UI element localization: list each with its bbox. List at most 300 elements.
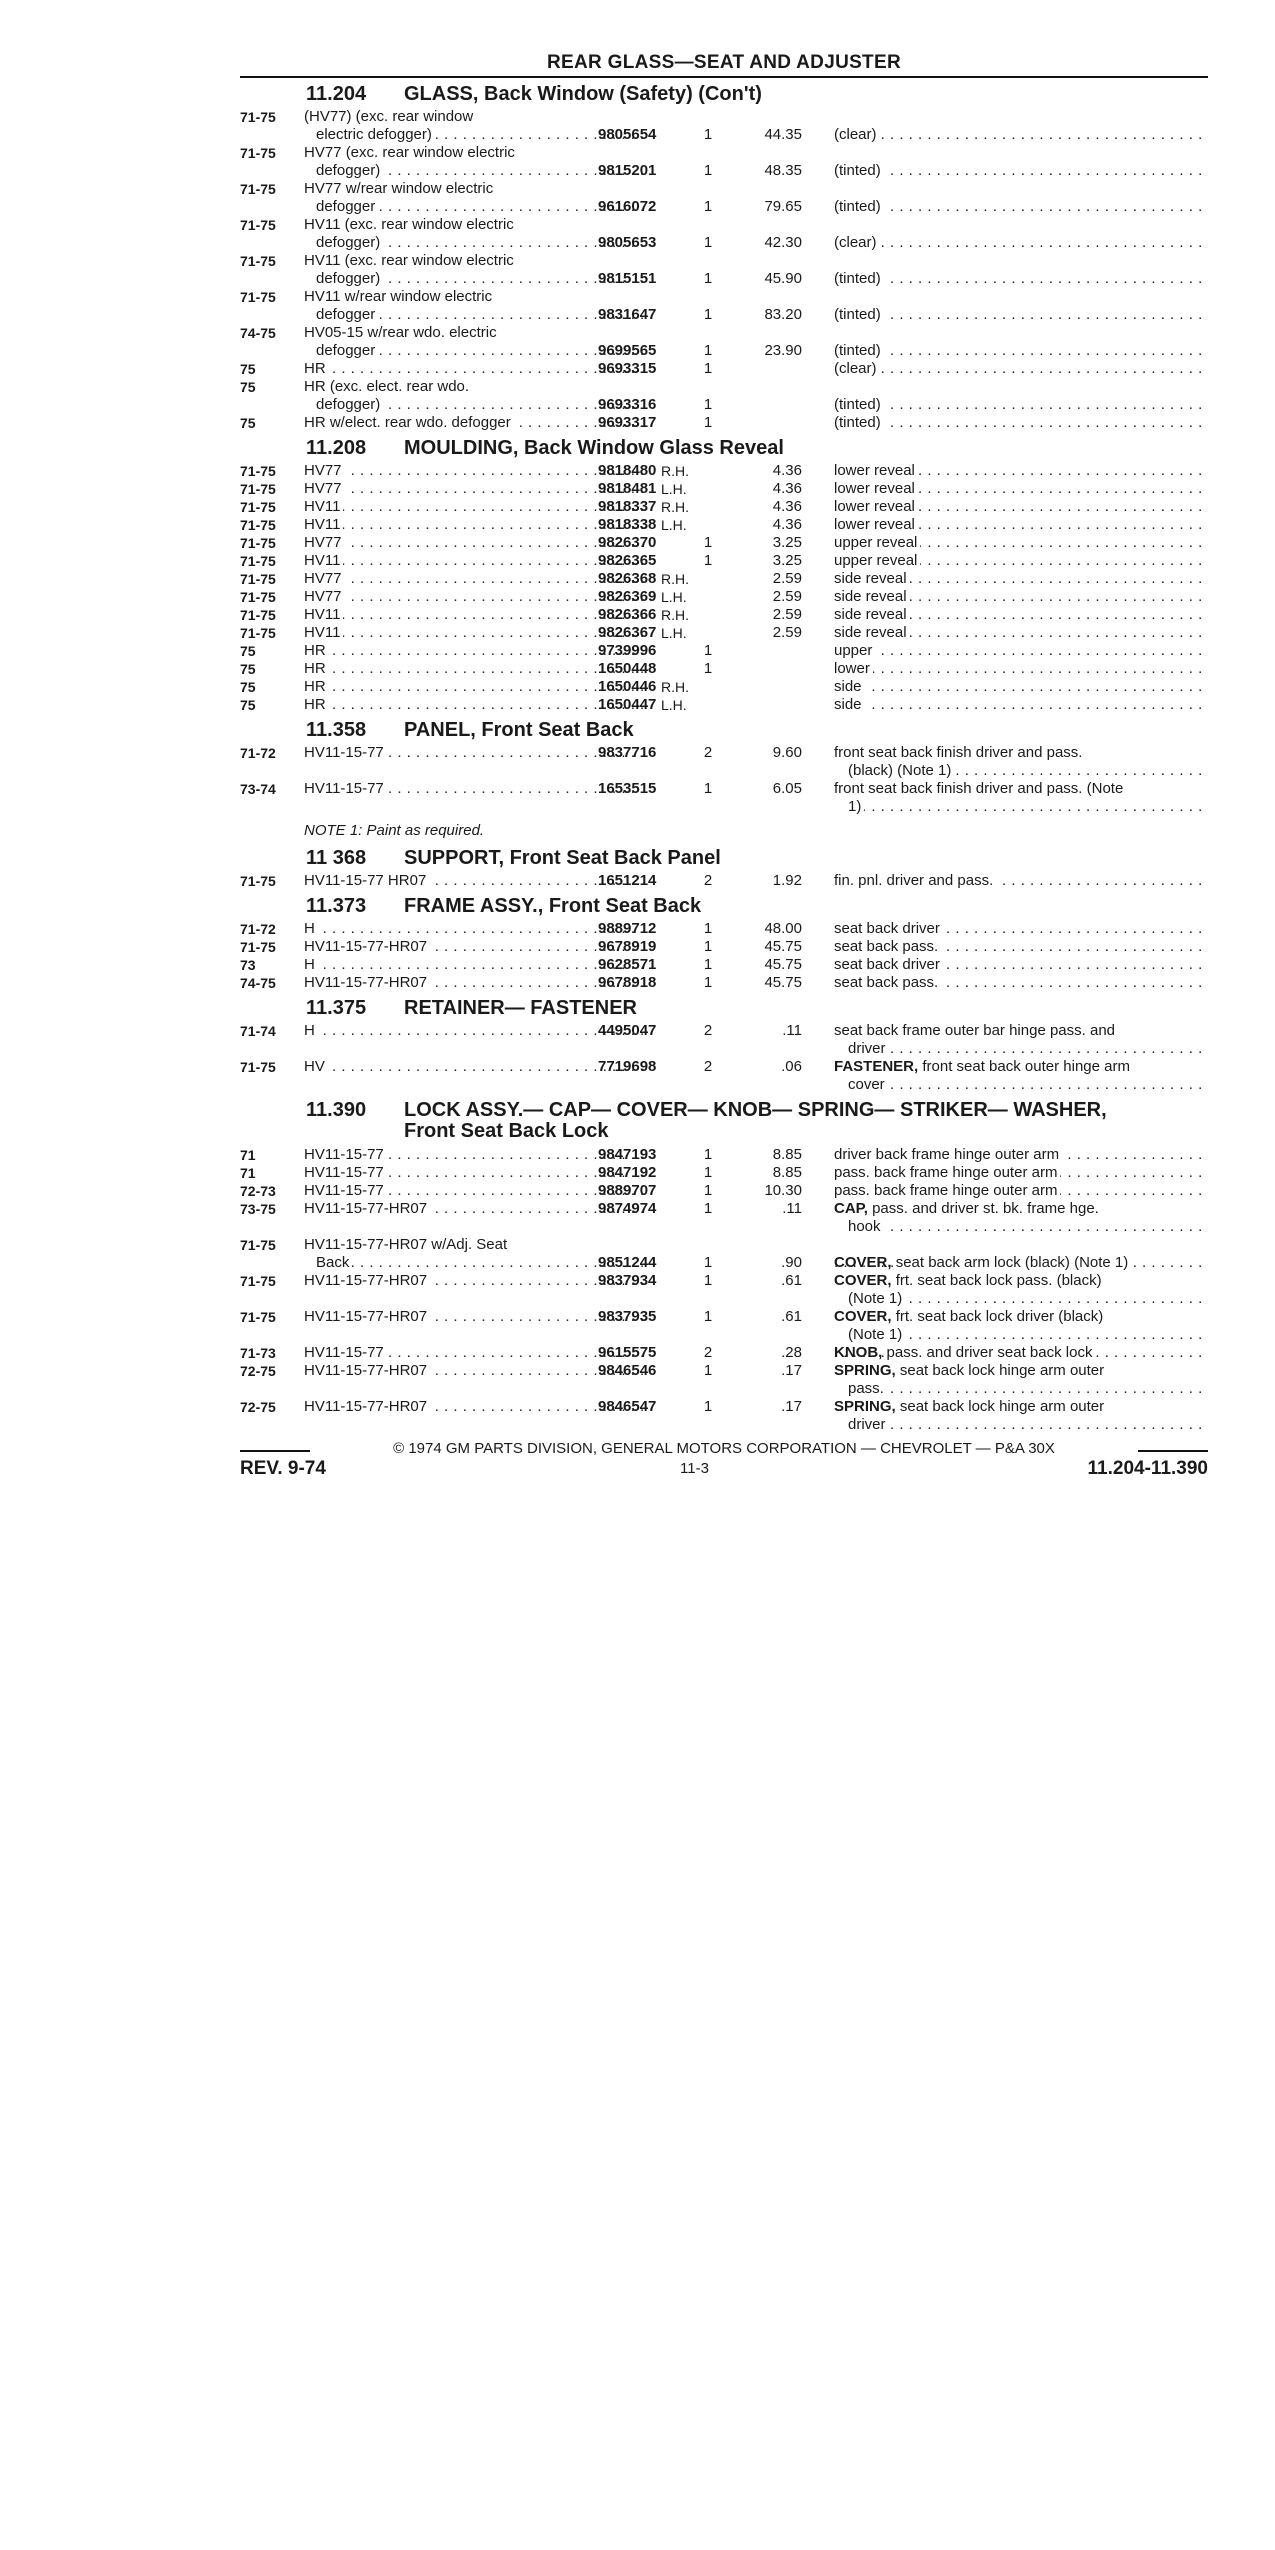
part-name	[834, 872, 1208, 890]
part-name	[834, 1272, 1208, 1290]
model-years: 71-75	[240, 145, 276, 161]
model-description	[304, 534, 644, 552]
part-name-cont	[834, 1416, 1208, 1434]
footer-copyright: © 1974 GM PARTS DIVISION, GENERAL MOTORS CORPORATION — CHEVROLET — P&A 30X	[393, 1440, 1055, 1457]
part-name-text: lower	[834, 660, 873, 677]
price: 4.36	[772, 498, 802, 515]
model-description	[304, 1146, 644, 1164]
part-name-bold: SPRING,	[834, 1362, 896, 1379]
part-row	[240, 1022, 1208, 1040]
section-header	[240, 432, 1208, 458]
model-years: 71-75	[240, 1309, 276, 1325]
model-description-text: HV11-15-77	[304, 780, 387, 797]
part-number: 4495047	[598, 1022, 657, 1039]
part-row	[240, 744, 1208, 762]
part-row	[240, 414, 1208, 432]
part-name-text: fin. pnl. driver and pass.	[834, 872, 996, 889]
model-description-text: HV77	[304, 588, 345, 605]
part-number: 9678918	[598, 974, 657, 991]
model-years: 71-75	[240, 607, 276, 623]
part-name-bold: SPRING,	[834, 1398, 896, 1415]
part-row-continued	[240, 270, 1208, 288]
part-row	[240, 780, 1208, 798]
section-note	[240, 816, 1208, 842]
part-number: 9826370	[598, 534, 657, 551]
price: .11	[782, 1200, 802, 1217]
model-description-cont-text: defogger)	[304, 270, 383, 287]
model-description	[304, 938, 644, 956]
part-name-text: front seat back finish driver and pass.	[834, 744, 1085, 761]
price: 2.59	[772, 606, 802, 623]
part-name-text: side	[834, 678, 865, 695]
part-name-bold: COVER,	[834, 1254, 892, 1271]
part-number: 9874974	[598, 1200, 657, 1217]
part-name	[834, 306, 1208, 324]
model-description-text: HV11-15-77-HR07	[304, 1398, 430, 1415]
part-name-text: (tinted)	[834, 414, 884, 431]
part-name	[834, 1362, 1208, 1380]
part-row	[240, 624, 1208, 642]
model-years: 71-75	[240, 289, 276, 305]
section-title: LOCK ASSY.— CAP— COVER— KNOB— SPRING— STRIKER— WASHER,	[404, 1099, 1107, 1121]
model-description-text: HR (exc. elect. rear wdo.	[304, 378, 472, 395]
model-description-text: HV11	[304, 498, 343, 515]
part-name	[834, 1058, 1208, 1076]
quantity: 1	[703, 126, 713, 143]
part-row	[240, 1398, 1208, 1416]
model-description-text: HV11-15-77-HR07	[304, 1362, 430, 1379]
side-indicator: L.H.	[661, 697, 687, 713]
price: .17	[781, 1362, 802, 1379]
model-years: 71-72	[240, 921, 276, 937]
part-name	[834, 234, 1208, 252]
price: .06	[781, 1058, 802, 1075]
quantity: 1	[703, 956, 713, 973]
model-description	[304, 780, 644, 798]
model-description	[304, 1182, 644, 1200]
part-number: 9818338	[598, 516, 657, 533]
part-name-text: upper reveal	[834, 534, 920, 551]
part-name-text: (clear)	[834, 360, 880, 377]
part-name-text: (tinted)	[834, 162, 884, 179]
part-name-cont-text: cover	[834, 1076, 888, 1093]
part-name	[834, 1254, 1208, 1272]
part-number: 1650447	[598, 696, 657, 713]
model-description	[304, 570, 644, 588]
part-row-continued	[240, 1416, 1208, 1434]
section-header	[240, 890, 1208, 916]
section-header	[240, 992, 1208, 1018]
model-description-text: HV77	[304, 534, 345, 551]
model-description-text: HR	[304, 660, 329, 677]
part-row-continued	[240, 162, 1208, 180]
model-years: 71-75	[240, 939, 276, 955]
quantity: 2	[703, 1344, 713, 1361]
model-description-text: (HV77) (exc. rear window	[304, 108, 476, 125]
part-row	[240, 696, 1208, 714]
part-name-bold: FASTENER,	[834, 1058, 919, 1075]
part-number: 9846546	[598, 1362, 657, 1379]
part-name	[834, 1308, 1208, 1326]
side-indicator: R.H.	[661, 463, 689, 479]
model-description-cont	[304, 1254, 644, 1272]
model-description	[304, 360, 644, 378]
price: 23.90	[764, 342, 802, 359]
price: 45.90	[764, 270, 802, 287]
model-years: 75	[240, 379, 256, 395]
part-name-cont-text: driver	[834, 1040, 889, 1057]
part-name-text: seat back driver	[834, 920, 943, 937]
part-number: 9615575	[598, 1344, 657, 1361]
section-number: 11.390	[306, 1099, 367, 1121]
model-description-cont-text: Back	[304, 1254, 352, 1271]
part-name-text: (tinted)	[834, 342, 884, 359]
price: 2.59	[772, 588, 802, 605]
model-years: 71-75	[240, 253, 276, 269]
part-row-continued	[240, 798, 1208, 816]
page-title: REAR GLASS—SEAT AND ADJUSTER	[547, 52, 901, 73]
part-row	[240, 938, 1208, 956]
model-years: 75	[240, 643, 256, 659]
quantity: 1	[703, 974, 713, 991]
model-years: 75	[240, 415, 256, 431]
part-row	[240, 462, 1208, 480]
part-name-text: (tinted)	[834, 198, 884, 215]
model-years: 71-75	[240, 1237, 276, 1253]
model-description-text: HR	[304, 642, 329, 659]
quantity: 2	[703, 744, 713, 761]
part-name	[834, 1344, 1208, 1362]
price: 4.36	[772, 516, 802, 533]
section-number: 11.373	[306, 895, 367, 917]
model-description-text: H	[304, 956, 318, 973]
section-header	[240, 78, 1208, 104]
model-years: 71-75	[240, 1059, 276, 1075]
part-name	[834, 480, 1208, 498]
model-description	[304, 974, 644, 992]
model-description	[304, 1164, 644, 1182]
part-row-continued	[240, 198, 1208, 216]
quantity: 1	[703, 1182, 713, 1199]
part-name	[834, 516, 1208, 534]
part-name-text: lower reveal	[834, 462, 918, 479]
model-description	[304, 696, 644, 714]
part-number: 9693316	[598, 396, 657, 413]
part-row	[240, 570, 1208, 588]
part-number: 7719698	[598, 1058, 657, 1075]
part-name-text: lower reveal	[834, 516, 918, 533]
model-description-cont-text: defogger)	[304, 396, 383, 413]
part-name	[834, 920, 1208, 938]
page-number: 11-3	[680, 1460, 709, 1477]
part-row-continued	[240, 126, 1208, 144]
part-row	[240, 1308, 1208, 1326]
model-years: 72-75	[240, 1399, 276, 1415]
price: 8.85	[772, 1146, 802, 1163]
model-description-cont	[304, 234, 644, 252]
model-description-text: HV77 (exc. rear window electric	[304, 144, 518, 161]
model-years: 71-75	[240, 481, 276, 497]
model-description	[304, 606, 644, 624]
model-description	[304, 624, 644, 642]
part-row-continued	[240, 342, 1208, 360]
model-years: 75	[240, 361, 256, 377]
part-row	[240, 974, 1208, 992]
model-description-cont	[304, 270, 644, 288]
model-description-cont-text: defogger	[304, 342, 378, 359]
section-title: FRAME ASSY., Front Seat Back	[404, 895, 702, 917]
part-name-text: seat back pass.	[834, 974, 941, 991]
model-years: 72-73	[240, 1183, 276, 1199]
part-number: 9889707	[598, 1182, 657, 1199]
model-description-cont-text: defogger)	[304, 234, 383, 251]
part-name	[834, 938, 1208, 956]
part-row-continued	[240, 234, 1208, 252]
section-subtitle: Front Seat Back Lock	[404, 1120, 609, 1142]
part-row-continued	[240, 396, 1208, 414]
part-name-text: pass. and driver seat back lock	[887, 1344, 1096, 1361]
price: 4.36	[772, 462, 802, 479]
part-number: 9826367	[598, 624, 657, 641]
model-years: 73-74	[240, 781, 276, 797]
model-description-cont-text: defogger	[304, 306, 378, 323]
model-years: 71-75	[240, 625, 276, 641]
model-description	[304, 1308, 644, 1326]
part-row	[240, 534, 1208, 552]
section-number: 11.358	[306, 719, 367, 741]
catalog-page	[240, 52, 1208, 1488]
part-number: 9826369	[598, 588, 657, 605]
model-description-text: HV11-15-77-HR07	[304, 938, 430, 955]
model-description-cont-text: defogger)	[304, 162, 383, 179]
part-number: 9628571	[598, 956, 657, 973]
model-description	[304, 108, 644, 126]
model-description-text: HV11	[304, 624, 343, 641]
part-name-text: seat back lock hinge arm outer	[900, 1398, 1107, 1415]
sections-container	[240, 78, 1208, 1434]
part-name-cont-text: driver	[834, 1416, 889, 1433]
part-name	[834, 1022, 1208, 1040]
model-description	[304, 324, 644, 342]
side-indicator: L.H.	[661, 625, 687, 641]
quantity: 1	[703, 162, 713, 179]
part-number: 9847193	[598, 1146, 657, 1163]
section-title: GLASS, Back Window (Safety) (Con't)	[404, 83, 762, 105]
part-name	[834, 396, 1208, 414]
model-description	[304, 642, 644, 660]
model-description-cont	[304, 126, 644, 144]
quantity: 1	[703, 414, 713, 431]
model-years: 71-75	[240, 517, 276, 533]
part-name-bold: COVER,	[834, 1272, 892, 1289]
part-name	[834, 1398, 1208, 1416]
part-name	[834, 1146, 1208, 1164]
part-row	[240, 1272, 1208, 1290]
price: 6.05	[772, 780, 802, 797]
model-description	[304, 1344, 644, 1362]
part-name	[834, 198, 1208, 216]
price: 3.25	[772, 534, 802, 551]
part-name-cont-text: (black) (Note 1)	[834, 762, 954, 779]
part-name-text: seat back pass.	[834, 938, 941, 955]
part-row-continued	[240, 1040, 1208, 1058]
side-indicator: R.H.	[661, 607, 689, 623]
model-years: 73-75	[240, 1201, 276, 1217]
part-name-text: seat back arm lock (black) (Note 1)	[896, 1254, 1132, 1271]
model-description-text: HR w/elect. rear wdo. defogger	[304, 414, 514, 431]
model-description-text: HV11-15-77	[304, 1182, 387, 1199]
price: .61	[781, 1308, 802, 1325]
model-description-text: HV11-15-77 HR07	[304, 872, 429, 889]
price: 3.25	[772, 552, 802, 569]
model-years: 71-75	[240, 109, 276, 125]
part-row	[240, 144, 1208, 162]
part-row	[240, 180, 1208, 198]
part-row-continued	[240, 306, 1208, 324]
part-row-continued	[240, 762, 1208, 780]
part-number: 9815151	[598, 270, 657, 287]
price: 4.36	[772, 480, 802, 497]
part-number: 9837716	[598, 744, 657, 761]
part-row-continued	[240, 1218, 1208, 1236]
part-number: 9889712	[598, 920, 657, 937]
part-name-cont-text: (Note 1)	[834, 1326, 905, 1343]
part-name-cont	[834, 1218, 1208, 1236]
part-name	[834, 342, 1208, 360]
model-years: 71-72	[240, 745, 276, 761]
part-name-cont-text: hook	[834, 1218, 884, 1235]
model-description-text: HV77	[304, 570, 345, 587]
part-name	[834, 552, 1208, 570]
part-name	[834, 588, 1208, 606]
part-row	[240, 1164, 1208, 1182]
price: .90	[781, 1254, 802, 1271]
part-row	[240, 360, 1208, 378]
part-name-text: front seat back outer hinge arm	[922, 1058, 1133, 1075]
part-number: 9815201	[598, 162, 657, 179]
part-number: 9699565	[598, 342, 657, 359]
quantity: 1	[703, 198, 713, 215]
part-number: 9805653	[598, 234, 657, 251]
price: 45.75	[764, 938, 802, 955]
part-name	[834, 1200, 1208, 1218]
quantity: 1	[703, 938, 713, 955]
part-number: 9693315	[598, 360, 657, 377]
part-row	[240, 872, 1208, 890]
model-description-cont	[304, 306, 644, 324]
section-range: 11.204-11.390	[1087, 1458, 1208, 1479]
section-header	[240, 1094, 1208, 1142]
model-years: 72-75	[240, 1363, 276, 1379]
model-description	[304, 144, 644, 162]
model-years: 71	[240, 1165, 256, 1181]
price: 48.35	[764, 162, 802, 179]
part-row	[240, 378, 1208, 396]
model-years: 71-75	[240, 1273, 276, 1289]
model-years: 71-75	[240, 217, 276, 233]
part-number: 9846547	[598, 1398, 657, 1415]
quantity: 1	[703, 552, 713, 569]
part-number: 9678919	[598, 938, 657, 955]
model-description-text: HV11-15-77-HR07	[304, 1272, 430, 1289]
model-description	[304, 678, 644, 696]
part-row	[240, 660, 1208, 678]
section-number: 11.208	[306, 437, 367, 459]
part-row	[240, 956, 1208, 974]
price: 1.92	[772, 872, 802, 889]
part-row	[240, 606, 1208, 624]
side-indicator: L.H.	[661, 517, 687, 533]
model-description	[304, 744, 644, 762]
price: 79.65	[764, 198, 802, 215]
model-years: 73	[240, 957, 256, 973]
part-name	[834, 606, 1208, 624]
model-description	[304, 1236, 644, 1254]
part-name-text: lower reveal	[834, 480, 918, 497]
model-years: 71-73	[240, 1345, 276, 1361]
quantity: 1	[703, 1398, 713, 1415]
price: .17	[781, 1398, 802, 1415]
part-name	[834, 462, 1208, 480]
model-description-text: HV11-15-77	[304, 1344, 387, 1361]
model-years: 71-75	[240, 181, 276, 197]
part-number: 9831647	[598, 306, 657, 323]
model-description-text: HV11-15-77	[304, 744, 387, 761]
part-number: 9851244	[598, 1254, 657, 1271]
part-name-cont	[834, 1326, 1208, 1344]
quantity: 1	[703, 270, 713, 287]
model-description	[304, 462, 644, 480]
model-description	[304, 480, 644, 498]
part-row	[240, 1146, 1208, 1164]
model-years: 75	[240, 661, 256, 677]
price: 83.20	[764, 306, 802, 323]
section-number: 11 368	[306, 847, 367, 869]
part-row	[240, 552, 1208, 570]
part-name	[834, 162, 1208, 180]
section-number: 11.204	[306, 83, 367, 105]
part-number: 1653515	[598, 780, 657, 797]
model-description	[304, 1398, 644, 1416]
model-years: 71-75	[240, 463, 276, 479]
model-description	[304, 252, 644, 270]
part-name	[834, 1164, 1208, 1182]
part-name-bold: COVER,	[834, 1308, 892, 1325]
model-description-cont	[304, 198, 644, 216]
model-description-text: HV77 w/rear window electric	[304, 180, 496, 197]
part-name	[834, 780, 1208, 798]
part-name-text: driver back frame hinge outer arm	[834, 1146, 1062, 1163]
part-name	[834, 956, 1208, 974]
part-name	[834, 498, 1208, 516]
model-description-text: HV	[304, 1058, 328, 1075]
part-name	[834, 974, 1208, 992]
model-description-text: HV11-15-77-HR07 w/Adj. Seat	[304, 1236, 510, 1253]
model-years: 74-75	[240, 325, 276, 341]
part-name	[834, 360, 1208, 378]
part-name-cont	[834, 1290, 1208, 1308]
model-description-text: HV11-15-77-HR07	[304, 1308, 430, 1325]
part-row	[240, 920, 1208, 938]
part-number: 1651214	[598, 872, 657, 889]
model-description-text: HV11 w/rear window electric	[304, 288, 495, 305]
part-row	[240, 588, 1208, 606]
part-name-text: side reveal	[834, 624, 910, 641]
part-row	[240, 480, 1208, 498]
part-row	[240, 516, 1208, 534]
part-row	[240, 216, 1208, 234]
quantity: 2	[703, 1058, 713, 1075]
